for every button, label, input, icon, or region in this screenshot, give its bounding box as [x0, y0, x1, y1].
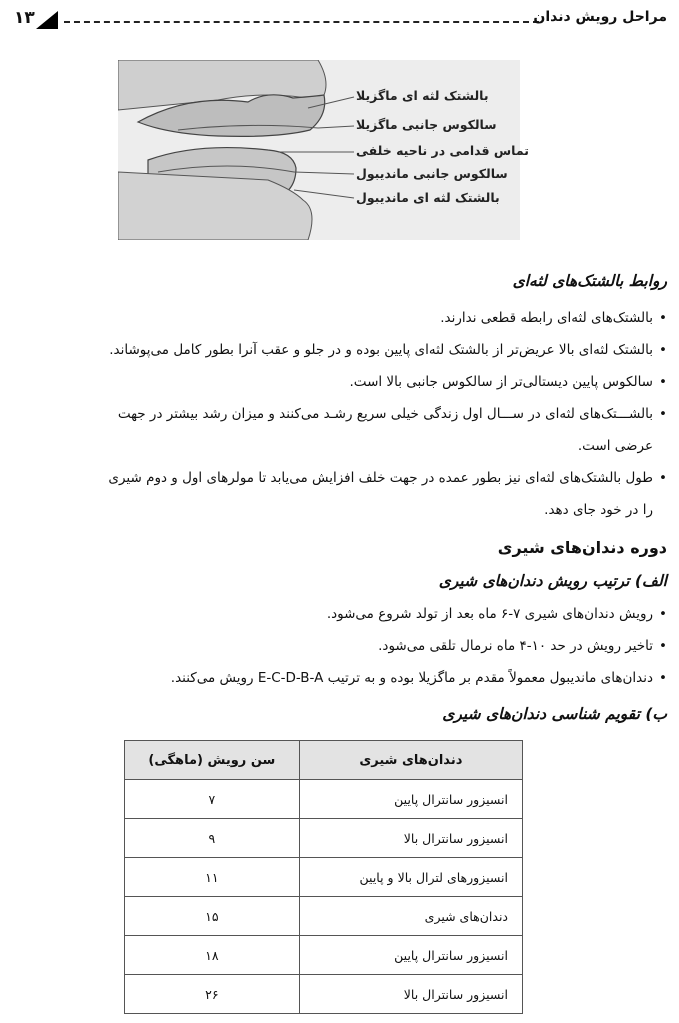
- list-item: • رویش دندان‌های شیری ۷-۶ ماه بعد از تولد شروع می‌شود.: [12, 598, 667, 630]
- cell-tooth: انسیزورهای لترال بالا و پایین: [299, 858, 522, 897]
- eruption-chronology-table: [124, 740, 523, 1014]
- figure-label-mandibular-pad: بالشتک لثه ای مانديبول: [356, 190, 500, 205]
- section-heading-primary-dentition: دوره دندان‌های شیری: [497, 538, 667, 557]
- table-row: [125, 819, 523, 858]
- list-item-continuation: عرضی است.: [577, 438, 653, 454]
- list-item: • تاخیر رویش در حد ۱۰-۴ ماه نرمال تلقی می‌شود.: [12, 630, 667, 662]
- list-item: • بالشـــتک‌های لثه‌ای در ســـال اول زندگی خیلی سریع رشـد می‌کنند و میزان رشد بیشتر در جهت: [12, 398, 667, 430]
- page-number: ١٣: [14, 8, 35, 28]
- subheading-eruption-order: الف) ترتیب رویش دندان‌های شیری: [438, 572, 667, 590]
- column-header-tooth: دندان‌های شیری: [299, 741, 522, 780]
- cell-tooth: دندان‌های شیری: [299, 897, 522, 936]
- table-row: [125, 936, 523, 975]
- cell-age: ۲۶: [125, 975, 300, 1014]
- table-row: [125, 780, 523, 819]
- section-heading-gum-pads: روابط بالشتک‌های لثه‌ای: [512, 272, 667, 290]
- cell-age: ۱۸: [125, 936, 300, 975]
- figure-label-mandibular-sulcus: سالکوس جانبی مانديبول: [356, 166, 508, 181]
- column-header-age: سن رویش (ماهگی): [125, 741, 300, 780]
- triangle-marker-icon: [36, 11, 58, 29]
- header-divider: [64, 21, 539, 23]
- figure-label-maxillary-sulcus: سالکوس جانبی ماگزیلا: [356, 117, 497, 132]
- table-row: [125, 858, 523, 897]
- list-item: • دندان‌های مانديبول معمولاً مقدم بر ماگزیلا بوده و به ترتیب E-C-D-B-A رویش می‌کنند.: [12, 662, 667, 694]
- table-row: [125, 975, 523, 1014]
- figure-label-maxillary-pad: بالشتک لثه ای ماگزیلا: [356, 88, 489, 103]
- cell-age: ۱۵: [125, 897, 300, 936]
- list-item: • سالکوس پایین دیستالی‌تر از سالکوس جانبی بالا است.: [12, 366, 667, 398]
- leader-line-2: [318, 126, 354, 128]
- list-item: • طول بالشتک‌های لثه‌ای نیز بطور عمده در جهت خلف افزایش می‌یابد تا مولرهای اول و دوم شیری: [12, 462, 667, 494]
- list-item: • بالشتک‌های لثه‌ای رابطه قطعی ندارند.: [12, 302, 667, 334]
- cell-tooth: انسیزور سانترال پایین: [299, 936, 522, 975]
- cell-age: ۷: [125, 780, 300, 819]
- gum-pads-bullet-list: [12, 302, 667, 526]
- list-item: • بالشتک لثه‌ای بالا عریض‌تر از بالشتک لثه‌ای پایین بوده و در جلو و عقب آنرا بطور کامل می‌پوشاند.: [12, 334, 667, 366]
- gum-pads-figure: [118, 60, 529, 240]
- page-header: [0, 6, 679, 34]
- cell-age: ۱۱: [125, 858, 300, 897]
- cell-age: ۹: [125, 819, 300, 858]
- chapter-title: مراحل رویش دندان: [533, 9, 667, 25]
- cell-tooth: انسیزور سانترال پایین: [299, 780, 522, 819]
- table-row: [125, 897, 523, 936]
- figure-label-anterior-contact: تماس قدامی در ناحیه خلفی: [356, 143, 529, 158]
- cell-tooth: انسیزور سانترال بالا: [299, 975, 522, 1014]
- leader-line-5: [294, 190, 354, 198]
- list-item-continuation: را در خود جای دهد.: [544, 502, 653, 518]
- subheading-chronology: ب) تقویم شناسی دندان‌های شیری: [442, 705, 667, 723]
- eruption-bullet-list: [12, 598, 667, 694]
- cell-tooth: انسیزور سانترال بالا: [299, 819, 522, 858]
- table-header-row: [125, 741, 523, 780]
- leader-line-4: [294, 172, 354, 174]
